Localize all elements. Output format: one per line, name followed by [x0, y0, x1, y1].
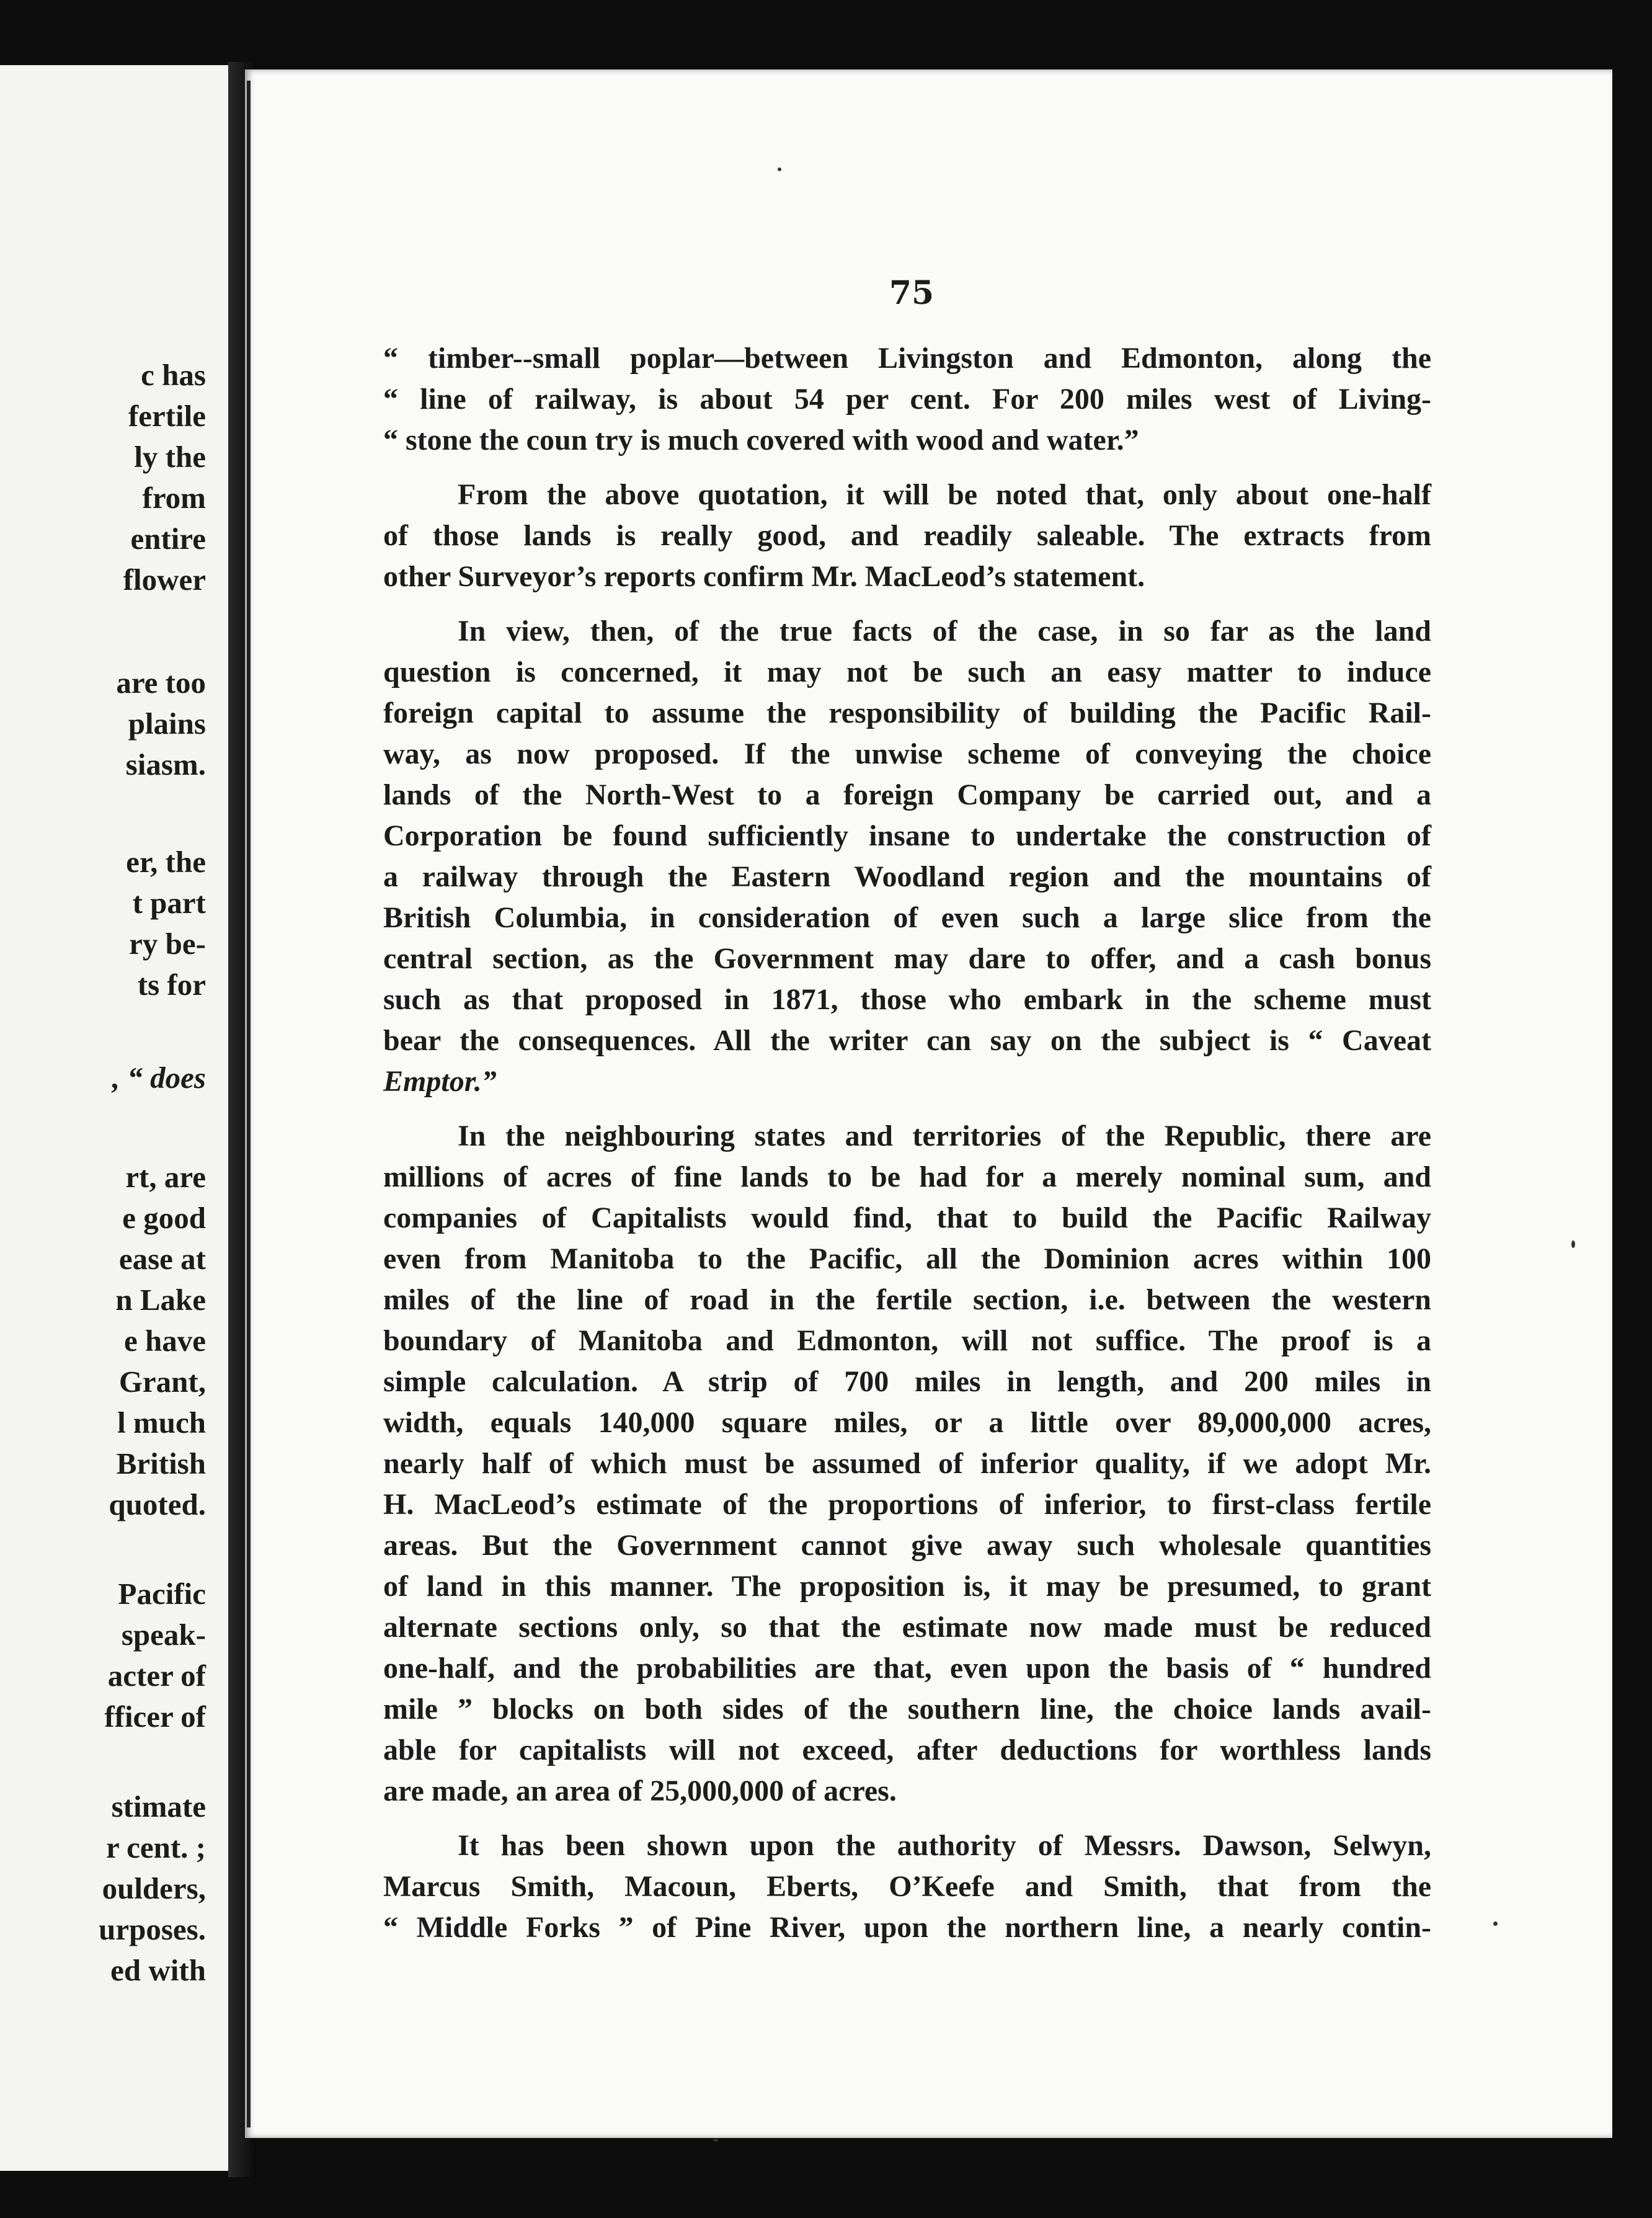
text-line: H. MacLeod’s estimate of the proportions of inferior, to first-class fertile	[383, 1488, 1431, 1521]
text-line: such as that proposed in 1871, those who embark in the scheme must	[383, 983, 1431, 1016]
page-body	[383, 338, 1431, 1948]
text-line: mile ” blocks on both sides of the southern line, the choice lands avail-	[383, 1693, 1431, 1726]
text-line: other Surveyor’s reports confirm Mr. MacLeod’s statement.	[383, 560, 1145, 593]
facing-page-fragment: speak-	[121, 1618, 206, 1652]
text-line: boundary of Manitoba and Edmonton, will not suffice. The proof is a	[383, 1324, 1431, 1357]
text-line: In view, then, of the true facts of the case, in so far as the land	[458, 615, 1431, 648]
text-line: one-half, and the probabilities are that, even upon the basis of “ hundred	[383, 1652, 1431, 1685]
facing-page-fragment: fertile	[128, 399, 206, 433]
facing-page-fragment: acter of	[107, 1659, 206, 1693]
facing-page-fragment: Pacific	[118, 1577, 206, 1611]
facing-page-fragment: oulders,	[102, 1871, 206, 1905]
text-line: simple calculation. A strip of 700 miles in length, and 200 miles in	[383, 1365, 1431, 1398]
facing-page-fragment: n Lake	[115, 1283, 206, 1317]
text-line: question is concerned, it may not be such an easy matter to induce	[383, 656, 1431, 688]
text-line: width, equals 140,000 square miles, or a little over 89,000,000 acres,	[383, 1406, 1431, 1439]
text-line: In the neighbouring states and territories of the Republic, there are	[458, 1120, 1431, 1152]
text-line: nearly half of which must be assumed of inferior quality, if we adopt Mr.	[383, 1447, 1431, 1480]
text-line: foreign capital to assume the responsibility of building the Pacific Rail-	[383, 697, 1431, 729]
text-line: It has been shown upon the authority of Messrs. Dawson, Selwyn,	[458, 1829, 1431, 1862]
facing-page-fragment: e have	[124, 1324, 206, 1358]
text-line: Marcus Smith, Macoun, Eberts, O’Keefe and Smith, that from the	[383, 1870, 1431, 1903]
facing-page-fragment: ly the	[134, 440, 206, 474]
facing-page-fragment: ease at	[118, 1242, 206, 1276]
text-line: “ line of railway, is about 54 per cent. For 200 miles west of Living-	[383, 383, 1431, 416]
text-line: Corporation be found sufficiently insane to undertake the construction of	[383, 819, 1431, 852]
facing-page-fragment: r cent. ;	[106, 1830, 206, 1864]
facing-page-fragment: , “ does	[112, 1061, 206, 1095]
facing-page-fragment: er, the	[126, 845, 206, 879]
facing-page-fragment: c has	[141, 358, 206, 392]
facing-page-fragment: l much	[117, 1405, 206, 1440]
text-line: millions of acres of fine lands to be had for a merely nominal sum, and	[383, 1160, 1431, 1193]
facing-page-fragment: British	[116, 1446, 206, 1481]
text-line: even from Manitoba to the Pacific, all the Dominion acres within 100	[383, 1242, 1431, 1275]
text-line: way, as now proposed. If the unwise scheme of conveying the choice	[383, 737, 1431, 770]
facing-page-fragment: rt, are	[125, 1160, 206, 1194]
facing-page	[0, 65, 228, 2171]
facing-page-fragment: stimate	[111, 1789, 206, 1824]
facing-page-fragment: are too	[116, 666, 206, 700]
text-line: of those lands is really good, and readily saleable. The extracts from	[383, 519, 1431, 552]
scan-speck	[778, 167, 781, 171]
text-line: lands of the North-West to a foreign Company be carried out, and a	[383, 778, 1431, 811]
text-line: “ stone the coun try is much covered with wood and water.”	[383, 424, 1139, 457]
facing-page-fragment: entire	[130, 522, 206, 556]
text-line: “ Middle Forks ” of Pine River, upon the northern line, a nearly contin-	[383, 1911, 1431, 1944]
text-line: of land in this manner. The proposition is, it may be presumed, to grant	[383, 1570, 1431, 1603]
text-line: are made, an area of 25,000,000 of acres.	[383, 1775, 897, 1807]
facing-page-fragment: ed with	[110, 1953, 206, 1987]
text-line: British Columbia, in consideration of even such a large slice from the	[383, 901, 1431, 934]
facing-page-fragment: ry be-	[129, 927, 206, 961]
text-line: able for capitalists will not exceed, after deductions for worthless lands	[383, 1734, 1431, 1766]
text-line: alternate sections only, so that the estimate now made must be reduced	[383, 1611, 1431, 1644]
facing-page-fragment: Grant,	[118, 1365, 206, 1399]
text-line: Emptor.”	[383, 1065, 497, 1098]
text-line: “ timber--small poplar—between Livingston and Edmonton, along the	[383, 342, 1431, 375]
facing-page-fragment: t part	[132, 886, 206, 920]
text-line: companies of Capitalists would find, that to build the Pacific Railway	[383, 1201, 1431, 1234]
text-line: central section, as the Government may dare to offer, and a cash bonus	[383, 942, 1431, 975]
scan-speck	[1571, 1240, 1575, 1248]
text-line: areas. But the Government cannot give away such wholesale quantities	[383, 1529, 1431, 1562]
facing-page-fragment: ts for	[137, 968, 206, 1002]
text-line: a railway through the Eastern Woodland region and the mountains of	[383, 860, 1431, 893]
facing-page-fragment: plains	[128, 706, 206, 741]
facing-page-fragment: siasm.	[125, 747, 206, 782]
text-line: From the above quotation, it will be noted that, only about one-half	[458, 478, 1431, 511]
text-line: bear the consequences. All the writer can say on the subject is “ Caveat	[383, 1024, 1431, 1057]
page-number: 75	[889, 274, 935, 312]
text-line: miles of the line of road in the fertile section, i.e. between the western	[383, 1283, 1431, 1316]
facing-page-fragment: quoted.	[109, 1487, 206, 1521]
scan-speck	[713, 2139, 718, 2142]
facing-page-fragment: urposes.	[99, 1912, 206, 1946]
scan-speck	[1493, 1922, 1498, 1926]
facing-page-fragment: from	[142, 481, 206, 515]
facing-page-fragment: e good	[122, 1201, 206, 1235]
page-edge-rule	[247, 81, 251, 2127]
facing-page-fragment: fficer of	[104, 1699, 206, 1734]
facing-page-fragment: flower	[123, 563, 206, 597]
